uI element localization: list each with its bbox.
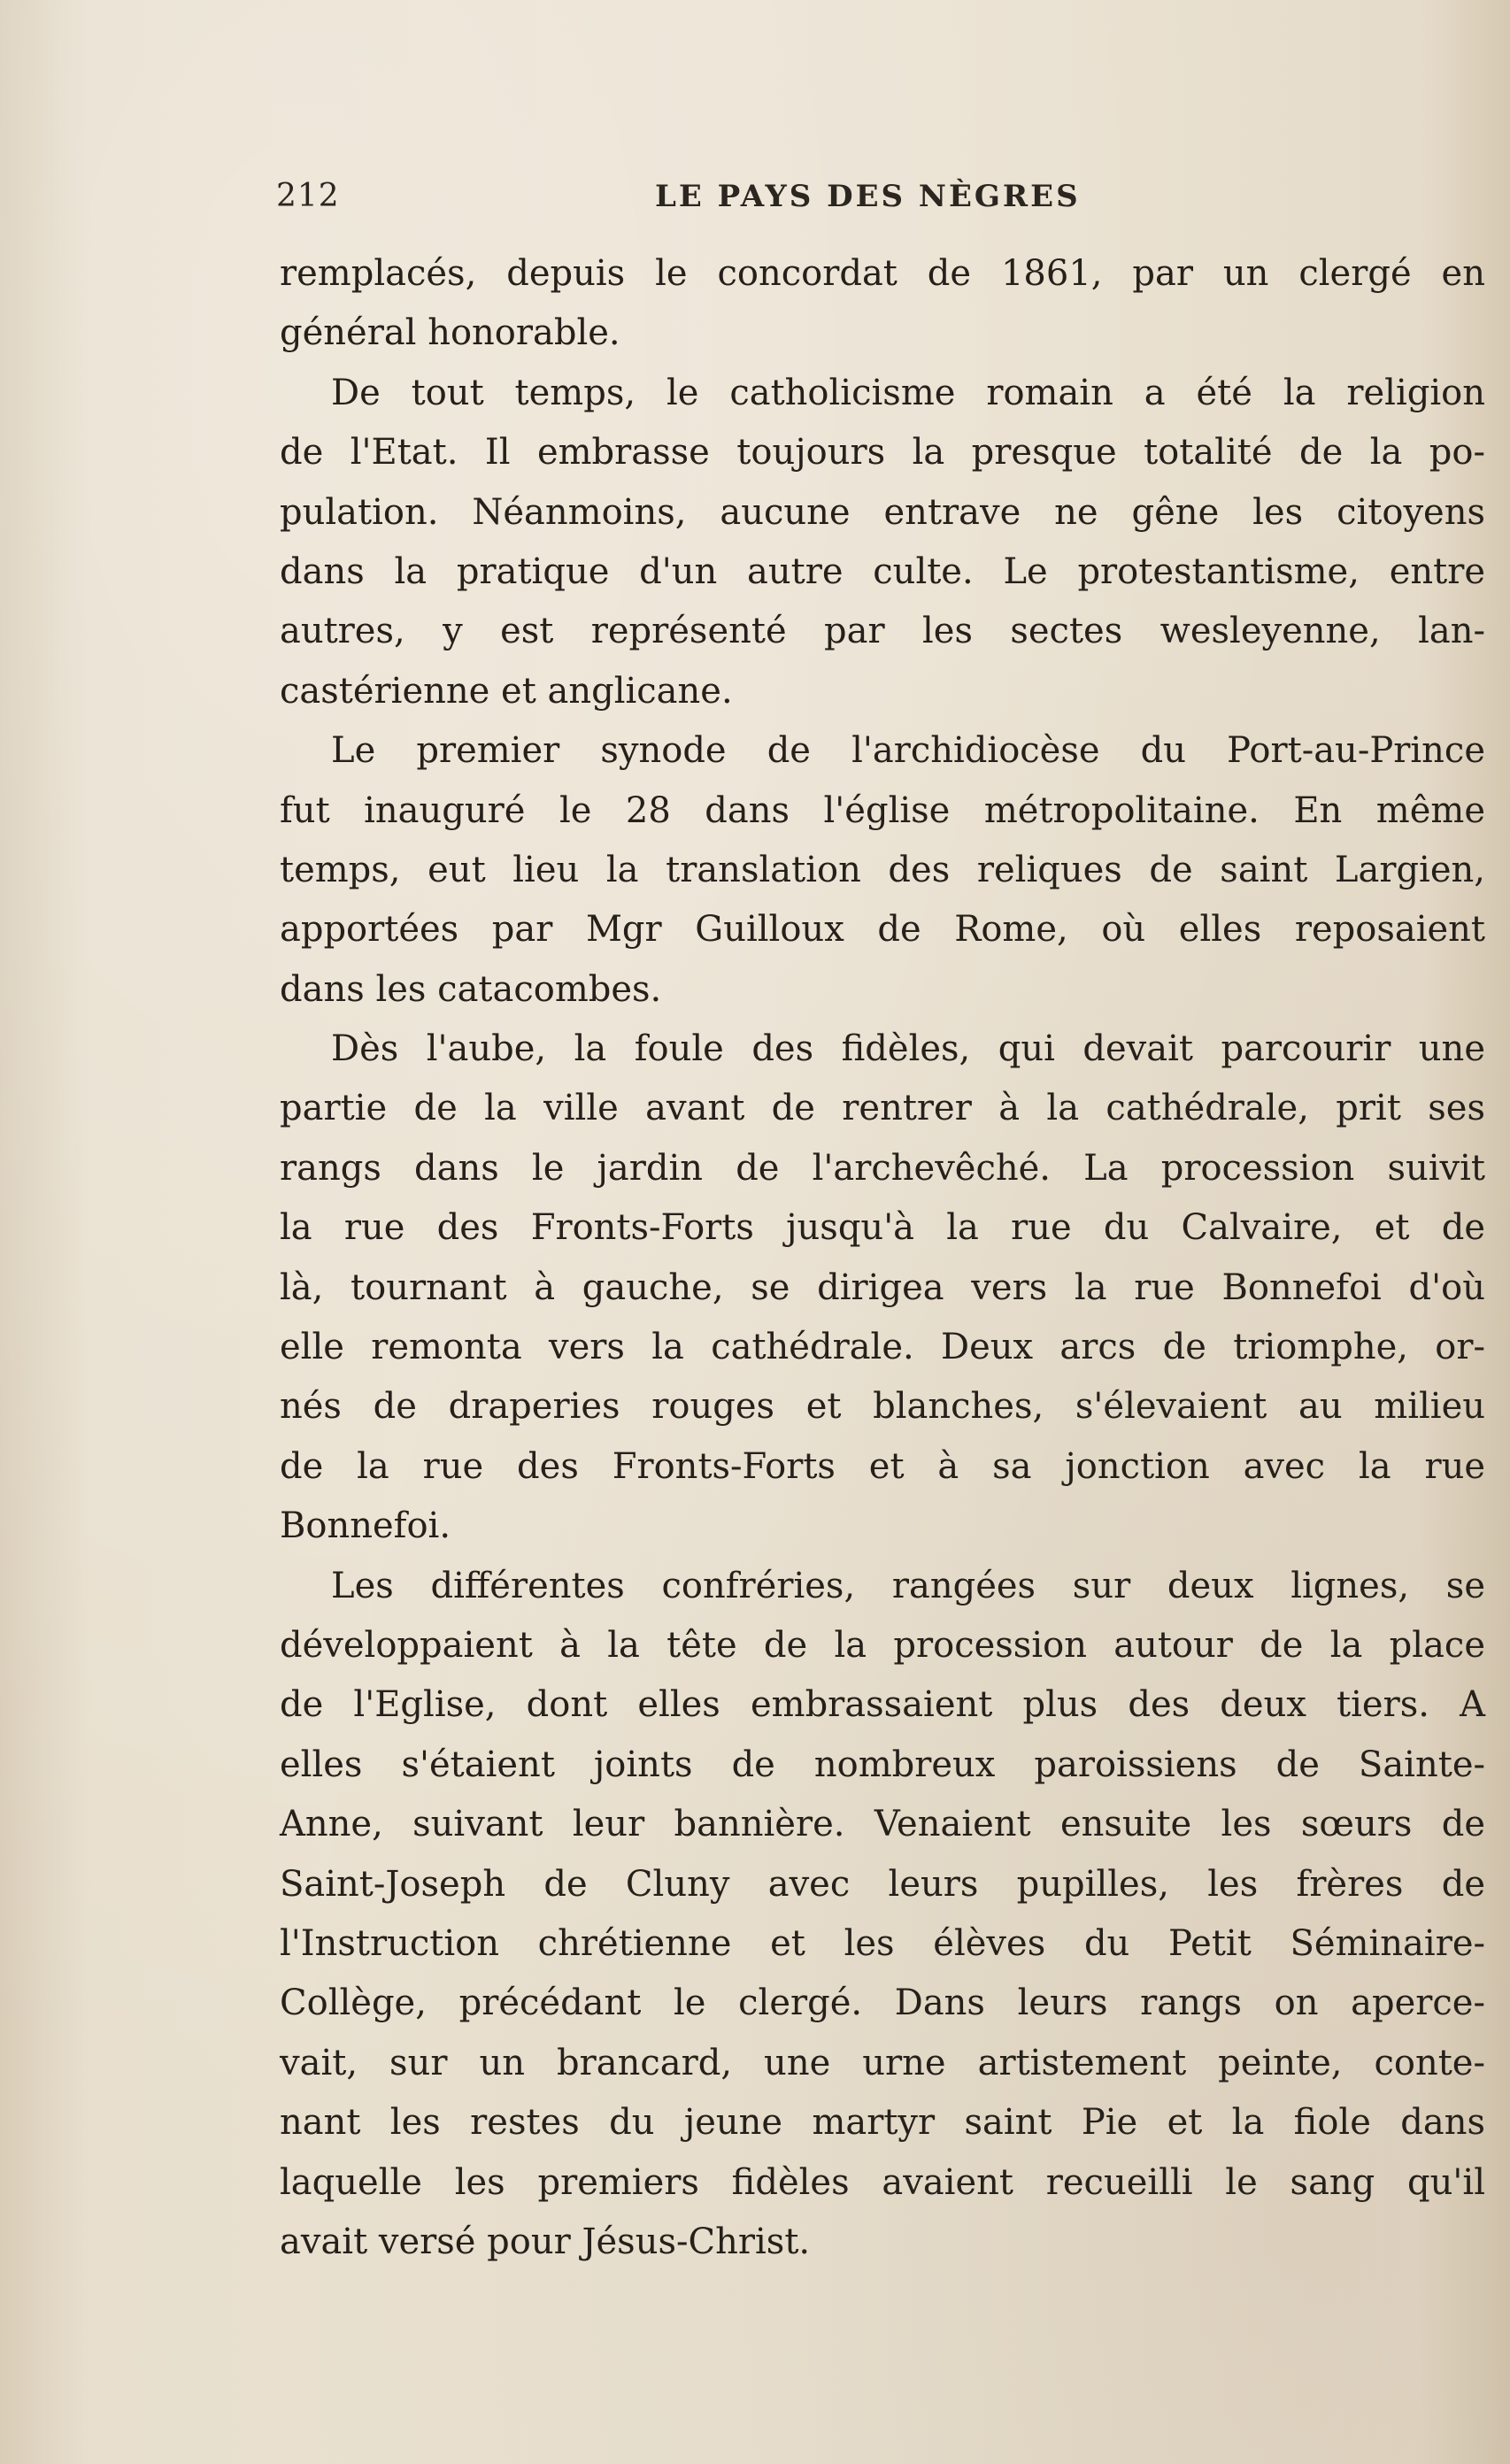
text-line: fut inauguré le 28 dans l'église métropolitaine. En même [280, 789, 1485, 831]
text-line: nés de draperies rouges et blanches, s'élevaient au milieu [280, 1386, 1485, 1428]
text-line: dans les catacombes. [280, 968, 662, 1010]
text-line: développaient à la tête de la procession autour de la place [280, 1624, 1485, 1666]
text-line: vait, sur un brancard, une urne artistement peinte, conte- [280, 2042, 1485, 2083]
text-line: elles s'étaient joints de nombreux paroissiens de Sainte- [280, 1744, 1485, 1785]
text-line: temps, eut lieu la translation des reliques de saint Largien, [280, 849, 1485, 890]
text-line: là, tournant à gauche, se dirigea vers la rue Bonnefoi d'où [280, 1267, 1485, 1308]
text-line: Saint-Joseph de Cluny avec leurs pupilles, les frères de [280, 1863, 1485, 1905]
text-line: Le premier synode de l'archidiocèse du Port-au-Prince [331, 730, 1485, 772]
text-line: Bonnefoi. [280, 1505, 451, 1547]
text-line: pulation. Néanmoins, aucune entrave ne gêne les citoyens [280, 491, 1485, 533]
text-line: la rue des Fronts-Forts jusqu'à la rue du Calvaire, et de [280, 1207, 1485, 1249]
text-line: général honorable. [280, 312, 620, 354]
text-line: remplacés, depuis le concordat de 1861, par un clergé en [280, 253, 1485, 294]
text-line: de l'Etat. Il embrasse toujours la presque totalité de la po- [280, 432, 1485, 474]
text-line: Les différentes confréries, rangées sur deux lignes, se [331, 1565, 1485, 1606]
text-line: nant les restes du jeune martyr saint Pie et la fiole dans [280, 2102, 1485, 2144]
page-header [276, 173, 1117, 219]
text-line: Collège, précédant le clergé. Dans leurs rangs on aperce- [280, 1983, 1485, 2024]
text-line: de la rue des Fronts-Forts et à sa jonction avec la rue [280, 1445, 1485, 1487]
text-line: laquelle les premiers fidèles avaient recueilli le sang qu'il [280, 2161, 1485, 2203]
body-text [280, 244, 1485, 2272]
text-line: apportées par Mgr Guilloux de Rome, où elles reposaient [280, 909, 1485, 951]
text-line: De tout temps, le catholicisme romain a été la religion [331, 372, 1485, 413]
text-line: avait versé pour Jésus-Christ. [280, 2221, 811, 2262]
page-number: 212 [276, 178, 340, 214]
text-line: dans la pratique d'un autre culte. Le protestantisme, entre [280, 551, 1485, 592]
text-line: rangs dans le jardin de l'archevêché. La procession suivit [280, 1147, 1485, 1189]
text-line: l'Instruction chrétienne et les élèves du Petit Séminaire- [280, 1922, 1485, 1964]
text-line: elle remonta vers la cathédrale. Deux arcs de triomphe, or- [280, 1327, 1485, 1368]
text-line: partie de la ville avant de rentrer à la cathédrale, prit ses [280, 1088, 1485, 1129]
running-title: LE PAYS DES NÈGRES [655, 179, 1081, 214]
text-line: autres, y est représenté par les sectes wesleyenne, lan- [280, 611, 1485, 652]
text-line: Dès l'aube, la foule des fidèles, qui devait parcourir une [331, 1028, 1485, 1070]
text-line: castérienne et anglicane. [280, 670, 733, 712]
text-line: Anne, suivant leur bannière. Venaient ensuite les sœurs de [280, 1804, 1485, 1845]
text-line: de l'Eglise, dont elles embrassaient plus des deux tiers. A [280, 1684, 1485, 1726]
